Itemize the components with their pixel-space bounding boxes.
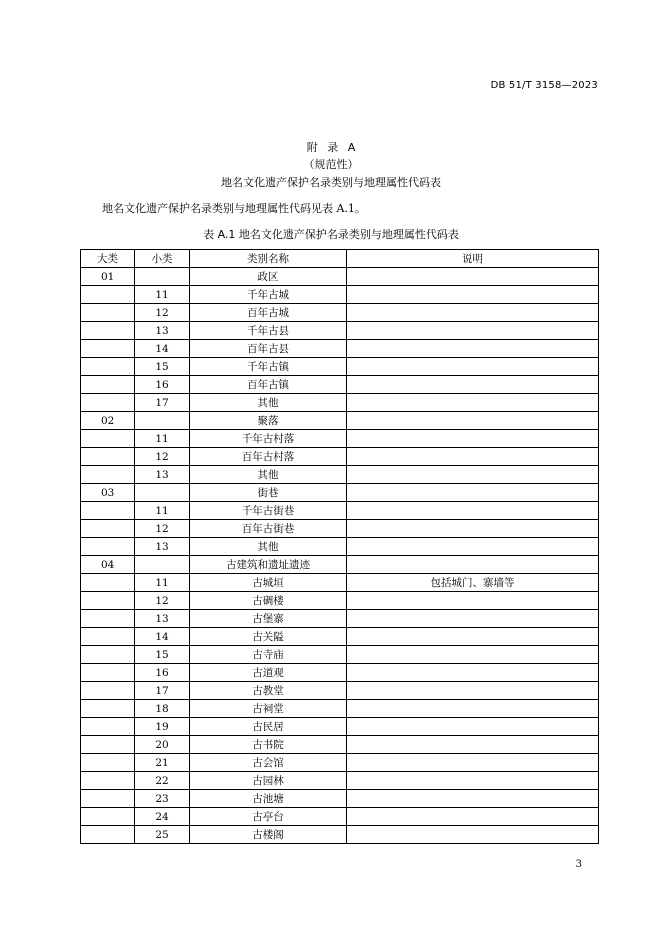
table-row: [81, 574, 599, 592]
minor-code-cell: 11: [135, 286, 190, 304]
minor-code-cell: 11: [135, 574, 190, 592]
major-code-cell: [81, 718, 135, 736]
major-code-cell: [81, 790, 135, 808]
column-header-note: 说明: [347, 250, 599, 268]
note-cell: [347, 538, 599, 556]
note-cell: [347, 772, 599, 790]
table-row: [81, 754, 599, 772]
minor-code-cell: 19: [135, 718, 190, 736]
major-code-cell: [81, 430, 135, 448]
major-code-cell: [81, 574, 135, 592]
note-cell: [347, 700, 599, 718]
minor-code-cell: 14: [135, 628, 190, 646]
category-name-cell: 其他: [190, 394, 347, 412]
table-row: [81, 340, 599, 358]
table-row: [81, 808, 599, 826]
major-code-cell: [81, 394, 135, 412]
major-code-cell: 04: [81, 556, 135, 574]
category-name-cell: 其他: [190, 538, 347, 556]
table-row: [81, 700, 599, 718]
note-cell: 包括城门、寨墙等: [347, 574, 599, 592]
note-cell: [347, 322, 599, 340]
minor-code-cell: 16: [135, 664, 190, 682]
category-name-cell: 古会馆: [190, 754, 347, 772]
appendix-name: 地名文化遗产保护名录类别与地理属性代码表: [221, 176, 441, 189]
table-row: [81, 268, 599, 286]
table-row: [81, 358, 599, 376]
minor-code-cell: 12: [135, 592, 190, 610]
category-name-cell: 百年古县: [190, 340, 347, 358]
category-name-cell: 古祠堂: [190, 700, 347, 718]
category-name-cell: 古书院: [190, 736, 347, 754]
minor-code-cell: 13: [135, 322, 190, 340]
note-cell: [347, 736, 599, 754]
table-row: [81, 376, 599, 394]
major-code-cell: [81, 592, 135, 610]
note-cell: [347, 394, 599, 412]
minor-code-cell: 17: [135, 394, 190, 412]
table-row: [81, 592, 599, 610]
major-code-cell: [81, 700, 135, 718]
category-name-cell: 古堡寨: [190, 610, 347, 628]
note-cell: [347, 592, 599, 610]
category-name-cell: 古城垣: [190, 574, 347, 592]
note-cell: [347, 358, 599, 376]
table-header-row: [81, 250, 599, 268]
minor-code-cell: 12: [135, 304, 190, 322]
note-cell: [347, 628, 599, 646]
table-row: [81, 646, 599, 664]
category-name-cell: 政区: [190, 268, 347, 286]
column-header-name: 类别名称: [190, 250, 347, 268]
major-code-cell: [81, 358, 135, 376]
major-code-cell: [81, 646, 135, 664]
major-code-cell: [81, 286, 135, 304]
minor-code-cell: 11: [135, 502, 190, 520]
note-cell: [347, 430, 599, 448]
note-cell: [347, 268, 599, 286]
category-name-cell: 百年古村落: [190, 448, 347, 466]
major-code-cell: [81, 628, 135, 646]
major-code-cell: [81, 340, 135, 358]
note-cell: [347, 556, 599, 574]
major-code-cell: [81, 754, 135, 772]
note-cell: [347, 790, 599, 808]
major-code-cell: [81, 736, 135, 754]
minor-code-cell: 20: [135, 736, 190, 754]
minor-code-cell: [135, 484, 190, 502]
appendix-type: （规范性）: [303, 158, 359, 171]
table-row: [81, 682, 599, 700]
note-cell: [347, 754, 599, 772]
table-row: [81, 286, 599, 304]
column-header-major: 大类: [81, 250, 135, 268]
minor-code-cell: 16: [135, 376, 190, 394]
minor-code-cell: [135, 556, 190, 574]
appendix-title: 附 录 A: [306, 141, 356, 154]
major-code-cell: [81, 448, 135, 466]
minor-code-cell: 17: [135, 682, 190, 700]
note-cell: [347, 646, 599, 664]
major-code-cell: [81, 538, 135, 556]
note-cell: [347, 466, 599, 484]
note-cell: [347, 520, 599, 538]
category-name-cell: 古关隘: [190, 628, 347, 646]
table-row: [81, 718, 599, 736]
note-cell: [347, 340, 599, 358]
category-name-cell: 千年古镇: [190, 358, 347, 376]
table-row: [81, 610, 599, 628]
major-code-cell: [81, 610, 135, 628]
category-name-cell: 古池塘: [190, 790, 347, 808]
note-cell: [347, 376, 599, 394]
note-cell: [347, 448, 599, 466]
major-code-cell: 02: [81, 412, 135, 430]
minor-code-cell: 22: [135, 772, 190, 790]
major-code-cell: 01: [81, 268, 135, 286]
minor-code-cell: 11: [135, 430, 190, 448]
category-name-cell: 聚落: [190, 412, 347, 430]
note-cell: [347, 502, 599, 520]
minor-code-cell: 23: [135, 790, 190, 808]
table-row: [81, 520, 599, 538]
table-row: [81, 322, 599, 340]
category-name-cell: 古亭台: [190, 808, 347, 826]
document-code: DB 51/T 3158—2023: [490, 80, 598, 91]
category-name-cell: 其他: [190, 466, 347, 484]
minor-code-cell: 13: [135, 466, 190, 484]
table-row: [81, 736, 599, 754]
table-row: [81, 628, 599, 646]
major-code-cell: [81, 520, 135, 538]
major-code-cell: [81, 682, 135, 700]
table-row: [81, 790, 599, 808]
major-code-cell: [81, 664, 135, 682]
category-name-cell: 千年古街巷: [190, 502, 347, 520]
major-code-cell: [81, 826, 135, 844]
note-cell: [347, 826, 599, 844]
category-name-cell: 古园林: [190, 772, 347, 790]
page-number: 3: [575, 859, 582, 870]
major-code-cell: [81, 502, 135, 520]
major-code-cell: [81, 772, 135, 790]
note-cell: [347, 682, 599, 700]
code-table: [80, 249, 599, 844]
note-cell: [347, 808, 599, 826]
minor-code-cell: 12: [135, 520, 190, 538]
table-row: [81, 826, 599, 844]
category-name-cell: 街巷: [190, 484, 347, 502]
minor-code-cell: 18: [135, 700, 190, 718]
table-row: [81, 448, 599, 466]
note-cell: [347, 664, 599, 682]
note-cell: [347, 484, 599, 502]
major-code-cell: [81, 376, 135, 394]
category-name-cell: 千年古村落: [190, 430, 347, 448]
category-name-cell: 古道观: [190, 664, 347, 682]
table-row: [81, 394, 599, 412]
minor-code-cell: 15: [135, 358, 190, 376]
table-row: [81, 664, 599, 682]
minor-code-cell: [135, 412, 190, 430]
major-code-cell: [81, 304, 135, 322]
table-row: [81, 466, 599, 484]
major-code-cell: 03: [81, 484, 135, 502]
table-body: [81, 268, 599, 844]
major-code-cell: [81, 322, 135, 340]
category-name-cell: 百年古街巷: [190, 520, 347, 538]
category-name-cell: 百年古城: [190, 304, 347, 322]
table-row: [81, 412, 599, 430]
category-name-cell: 古楼阁: [190, 826, 347, 844]
table-caption: 表 A.1 地名文化遗产保护名录类别与地理属性代码表: [203, 228, 459, 241]
minor-code-cell: 24: [135, 808, 190, 826]
category-name-cell: 古民居: [190, 718, 347, 736]
table-row: [81, 556, 599, 574]
category-name-cell: 古建筑和遗址遗迹: [190, 556, 347, 574]
intro-paragraph: 地名文化遗产保护名录类别与地理属性代码见表 A.1。: [102, 202, 366, 215]
category-name-cell: 古寺庙: [190, 646, 347, 664]
table-row: [81, 430, 599, 448]
table-row: [81, 484, 599, 502]
minor-code-cell: 25: [135, 826, 190, 844]
minor-code-cell: [135, 268, 190, 286]
minor-code-cell: 12: [135, 448, 190, 466]
note-cell: [347, 304, 599, 322]
major-code-cell: [81, 466, 135, 484]
category-name-cell: 古教堂: [190, 682, 347, 700]
category-name-cell: 千年古城: [190, 286, 347, 304]
minor-code-cell: 13: [135, 610, 190, 628]
note-cell: [347, 286, 599, 304]
major-code-cell: [81, 808, 135, 826]
column-header-minor: 小类: [135, 250, 190, 268]
minor-code-cell: 14: [135, 340, 190, 358]
minor-code-cell: 15: [135, 646, 190, 664]
note-cell: [347, 412, 599, 430]
minor-code-cell: 21: [135, 754, 190, 772]
minor-code-cell: 13: [135, 538, 190, 556]
table-row: [81, 538, 599, 556]
category-name-cell: 古碉楼: [190, 592, 347, 610]
table-row: [81, 502, 599, 520]
category-name-cell: 千年古县: [190, 322, 347, 340]
table-row: [81, 304, 599, 322]
note-cell: [347, 718, 599, 736]
table-row: [81, 772, 599, 790]
category-name-cell: 百年古镇: [190, 376, 347, 394]
note-cell: [347, 610, 599, 628]
